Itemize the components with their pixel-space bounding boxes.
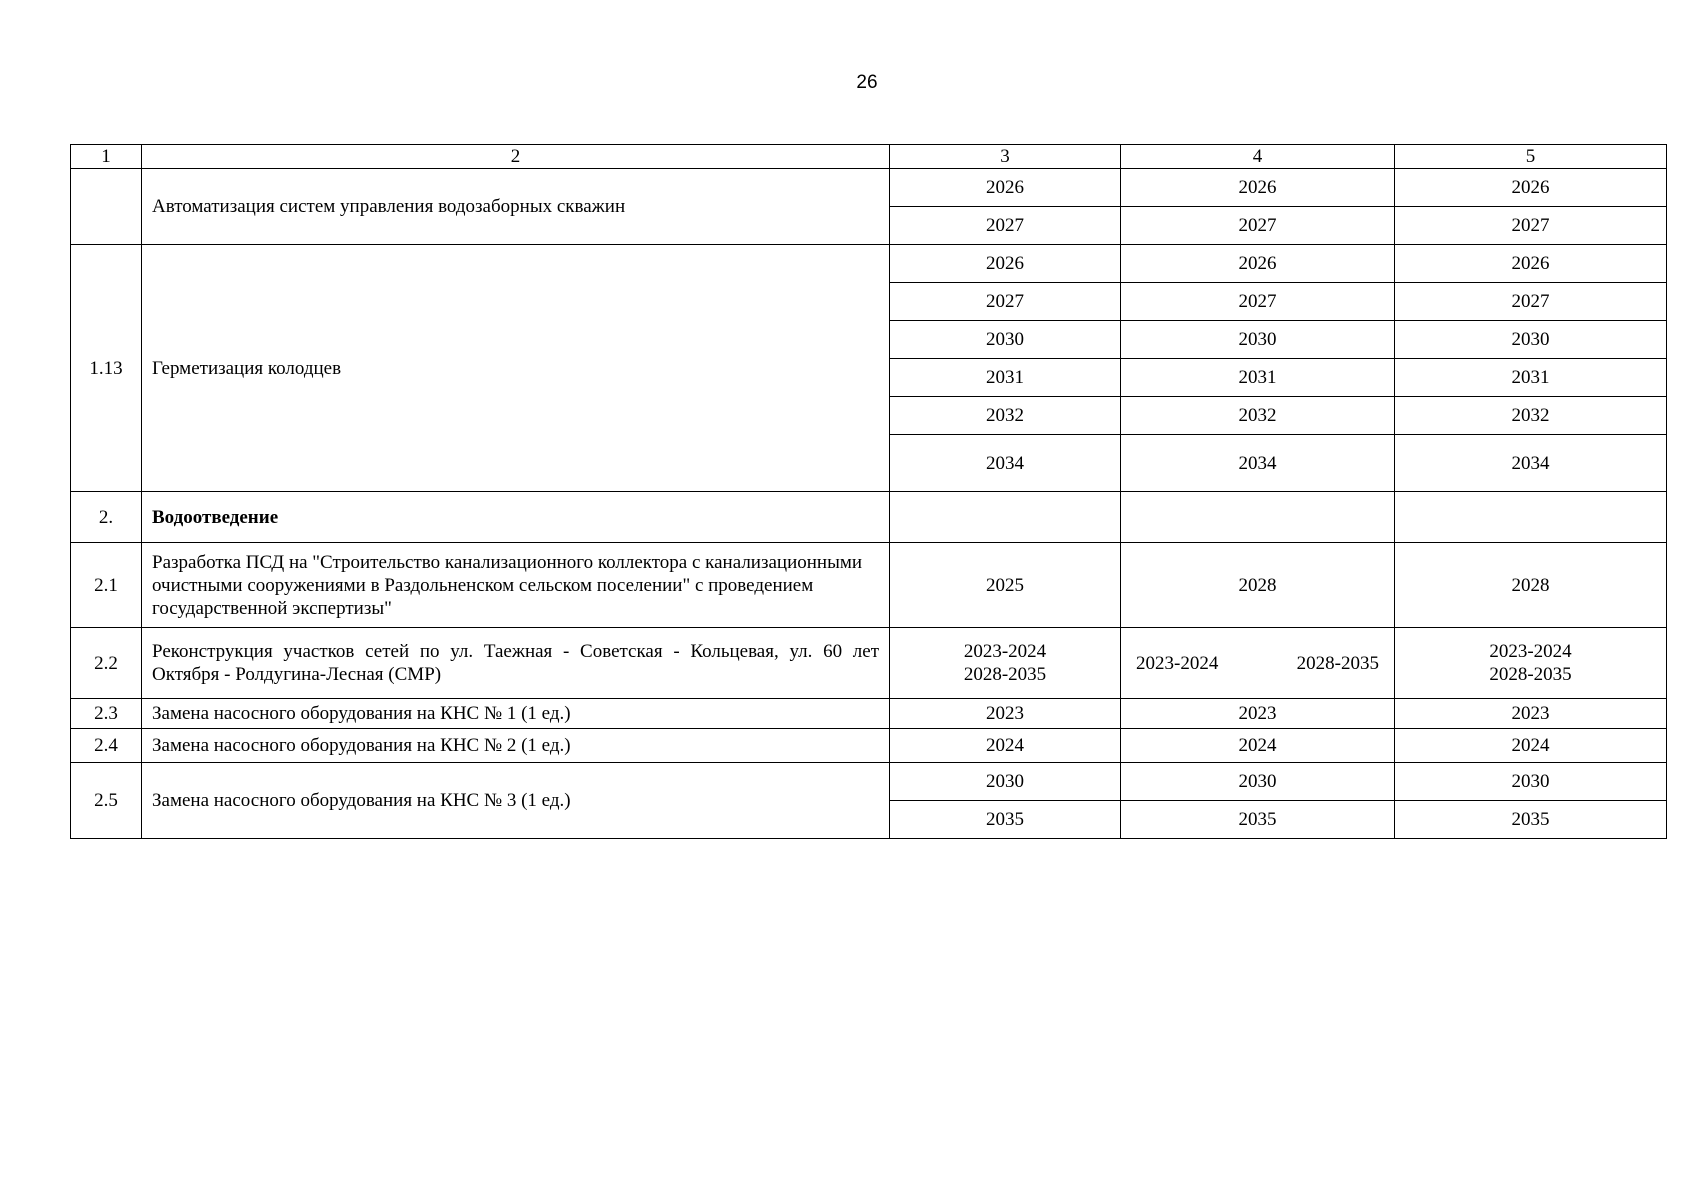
row-description-text: Реконструкция участков сетей по ул. Таежная - Советская - Кольцевая, ул. 60 лет Октября - Ролдугина-Лесная (СМР) [152,641,879,685]
year-cell: 2026 [890,245,1121,283]
year-cell: 2026 [890,169,1121,207]
table-row [71,169,1667,207]
year-cell: 2024 [1395,729,1667,763]
row-number: 1.13 [71,245,142,492]
year-cell: 2030 [1395,321,1667,359]
period-cell [890,628,1121,699]
period-line: 2028-2035 [963,664,1047,685]
header-row [71,145,1667,169]
year-cell: 2027 [1121,283,1395,321]
plan-table [70,144,1667,839]
row-number: 2.5 [71,763,142,839]
year-cell: 2034 [1395,435,1667,492]
year-cell: 2035 [1395,801,1667,839]
section-title: Водоотведение [142,492,890,543]
header-col-3: 3 [890,145,1121,169]
year-cell: 2034 [890,435,1121,492]
row-number: 2.2 [71,628,142,699]
year-cell: 2030 [890,321,1121,359]
row-description: Замена насосного оборудования на КНС № 1 (1 ед.) [142,699,890,729]
table-row [71,763,1667,801]
year-cell: 2031 [1121,359,1395,397]
table-row [71,699,1667,729]
year-cell: 2027 [890,283,1121,321]
period-cell [1395,628,1667,699]
period-line: 2028-2035 [1489,664,1572,685]
table-row [71,543,1667,628]
row-description: Замена насосного оборудования на КНС № 3 (1 ед.) [142,763,890,839]
year-cell: 2027 [1121,207,1395,245]
year-cell: 2032 [890,397,1121,435]
year-cell: 2035 [890,801,1121,839]
row-description: Автоматизация систем управления водозаборных скважин [142,169,890,245]
table-row [71,245,1667,283]
empty-cell [890,492,1121,543]
year-cell: 2023 [1121,699,1395,729]
row-number: 2.1 [71,543,142,628]
row-description: Замена насосного оборудования на КНС № 2 (1 ед.) [142,729,890,763]
period-line: 2028-2035 [1296,652,1379,674]
row-number: 2.3 [71,699,142,729]
year-cell: 2032 [1395,397,1667,435]
period-line: 2023-2024 [963,641,1047,662]
year-cell: 2027 [1395,207,1667,245]
year-cell: 2024 [1121,729,1395,763]
page-number: 26 [856,72,878,93]
year-cell: 2030 [1121,321,1395,359]
period-line: 2023-2024 [1136,652,1219,674]
period-split [1131,652,1384,675]
empty-cell [1395,492,1667,543]
year-cell: 2032 [1121,397,1395,435]
year-cell: 2030 [890,763,1121,801]
year-cell: 2028 [1121,543,1395,628]
header-col-1: 1 [71,145,142,169]
year-cell: 2026 [1395,169,1667,207]
period-line: 2023-2024 [1489,641,1572,662]
year-cell: 2023 [1395,699,1667,729]
row-description [142,628,890,699]
row-description: Герметизация колодцев [142,245,890,492]
year-cell: 2028 [1395,543,1667,628]
year-cell: 2025 [890,543,1121,628]
table-row [71,729,1667,763]
header-col-2: 2 [142,145,890,169]
header-col-5: 5 [1395,145,1667,169]
year-cell: 2024 [890,729,1121,763]
empty-cell [1121,492,1395,543]
header-col-4: 4 [1121,145,1395,169]
year-cell: 2027 [1395,283,1667,321]
year-cell: 2026 [1121,169,1395,207]
year-cell: 2030 [1395,763,1667,801]
period-cell [1121,628,1395,699]
row-number: 2. [71,492,142,543]
row-number: 2.4 [71,729,142,763]
year-cell: 2031 [890,359,1121,397]
section-row [71,492,1667,543]
year-cell: 2030 [1121,763,1395,801]
row-description: Разработка ПСД на "Строительство канализационного коллектора с канализационными очистными сооружениями в Раздольненском сельском поселении" с проведением государственной экспертизы" [142,543,890,628]
year-cell: 2035 [1121,801,1395,839]
table-row [71,628,1667,699]
year-cell: 2027 [890,207,1121,245]
year-cell: 2026 [1395,245,1667,283]
year-cell: 2026 [1121,245,1395,283]
year-cell: 2031 [1395,359,1667,397]
row-number [71,169,142,245]
year-cell: 2023 [890,699,1121,729]
year-cell: 2034 [1121,435,1395,492]
